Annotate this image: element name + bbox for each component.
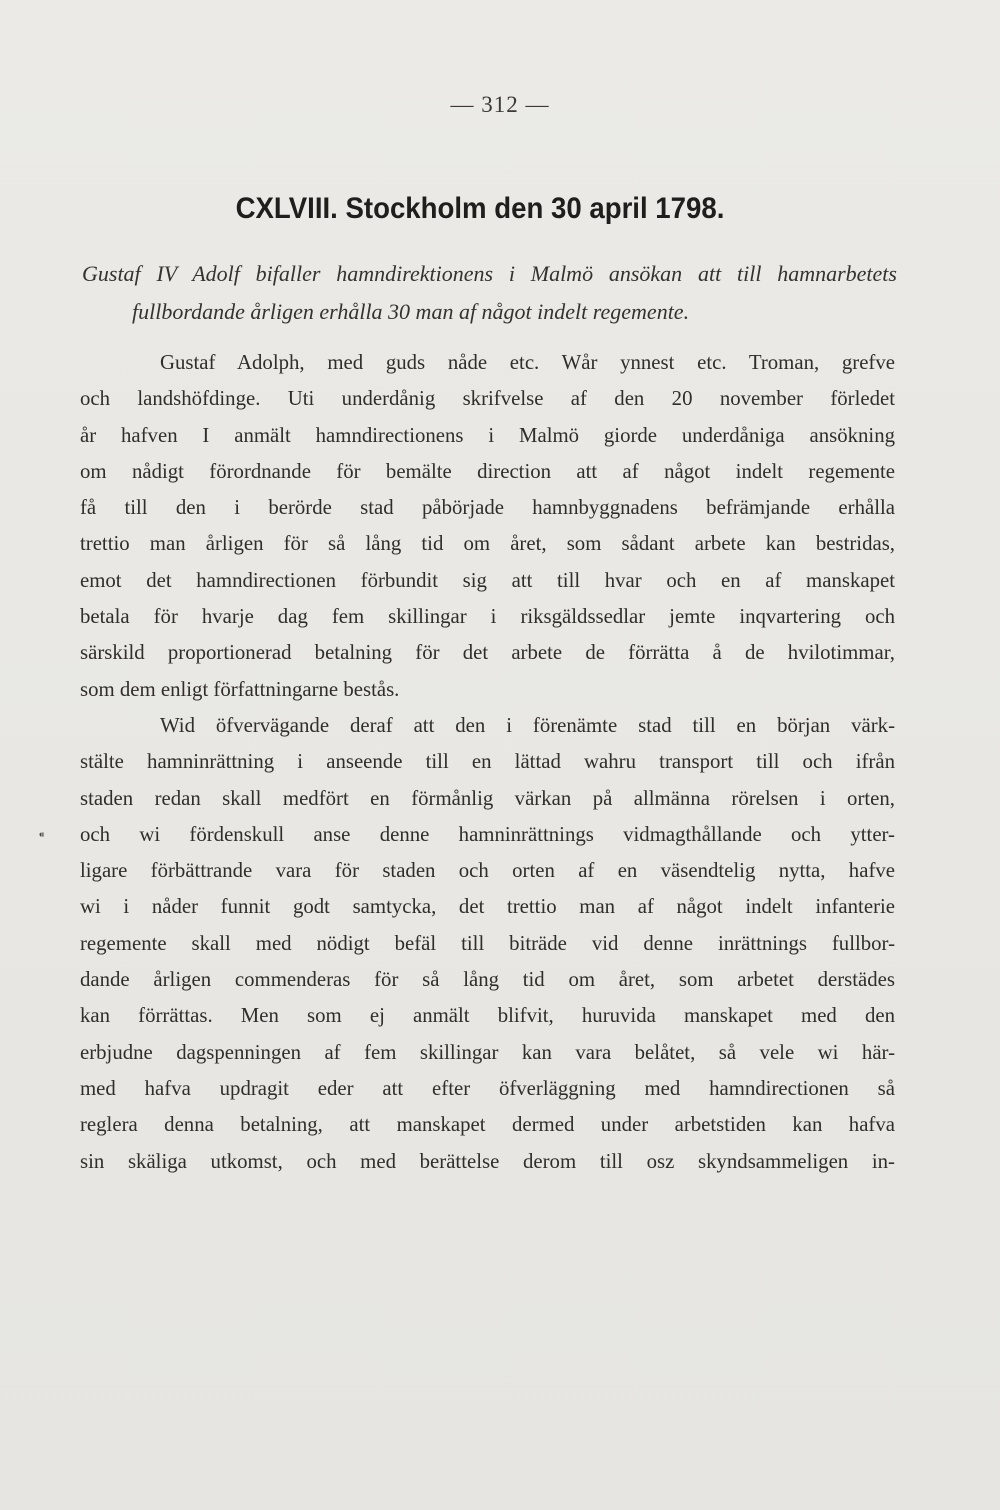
page-number: — 312 —	[450, 92, 550, 117]
body-line: ligare förbättrande vara för staden och orten af en väsendtelig nytta, hafve	[80, 859, 895, 883]
body-line: få till den i berörde stad påbörjade hamnbyggnadens befrämjande erhålla	[80, 496, 895, 520]
body-line: och wi fördenskull anse denne hamninrättnings vidmagthållande och ytter-	[80, 822, 895, 846]
body-line: wi i nåder funnit godt samtycka, det trettio man af något indelt infanterie	[80, 895, 895, 919]
body-line: trettio man årligen för så lång tid om året, som sådant arbete kan bestridas,	[80, 532, 895, 556]
body-line: betala för hvarje dag fem skillingar i riksgäldssedlar jemte inqvartering och	[80, 605, 895, 629]
body-line: staden redan skall medfört en förmånlig värkan på allmänna rörelsen i orten,	[80, 786, 895, 810]
body-line: stälte hamninrättning i anseende till en lättad wahru transport till och ifrån	[80, 750, 895, 774]
body-line: Wid öfvervägande deraf att den i förenämte stad till en början värk-	[160, 713, 895, 737]
document-heading: CXLVIII. Stockholm den 30 april 1798.	[235, 192, 725, 225]
body-line: som dem enligt författningarne bestås.	[80, 677, 400, 701]
body-line: sin skäliga utkomst, och med berättelse derom till osz skyndsammeligen in-	[80, 1149, 895, 1173]
body-line: särskild proportionerad betalning för det arbete de förrätta å de hvilotimmar,	[80, 641, 895, 665]
margin-mark: ⁌	[38, 829, 45, 844]
summary-line: fullbordande årligen erhålla 30 man af något indelt regemente.	[132, 299, 690, 324]
body-line: emot det hamndirectionen förbundit sig att till hvar och en af manskapet	[80, 568, 895, 592]
summary-line: Gustaf IV Adolf bifaller hamndirektionens i Malmö ansökan att till hamnarbetets	[82, 261, 897, 286]
body-line: år hafven I anmält hamndirectionens i Malmö giorde underdåniga ansökning	[80, 423, 895, 447]
body-line: regemente skall med nödigt befäl till biträde vid denne inrättnings fullbor-	[80, 931, 895, 955]
body-line: reglera denna betalning, att manskapet dermed under arbetstiden kan hafva	[80, 1113, 895, 1137]
body-line: erbjudne dagspenningen af fem skillingar kan vara belåtet, så vele wi här-	[80, 1040, 895, 1064]
body-text	[80, 345, 895, 1180]
body-line: med hafva updragit eder att efter öfverläggning med hamndirectionen så	[80, 1076, 895, 1100]
body-line: dande årligen commenderas för så lång tid om året, som arbetet derstädes	[80, 968, 895, 992]
body-line: kan förrättas. Men som ej anmält blifvit, huruvida manskapet med den	[80, 1004, 895, 1028]
body-line: om nådigt förordnande för bemälte direction att af något indelt regemente	[80, 459, 895, 483]
body-line: Gustaf Adolph, med guds nåde etc. Wår ynnest etc. Troman, grefve	[160, 351, 895, 374]
document-summary	[82, 255, 897, 331]
body-line: och landshöfdinge. Uti underdånig skrifvelse af den 20 november förledet	[80, 387, 895, 411]
